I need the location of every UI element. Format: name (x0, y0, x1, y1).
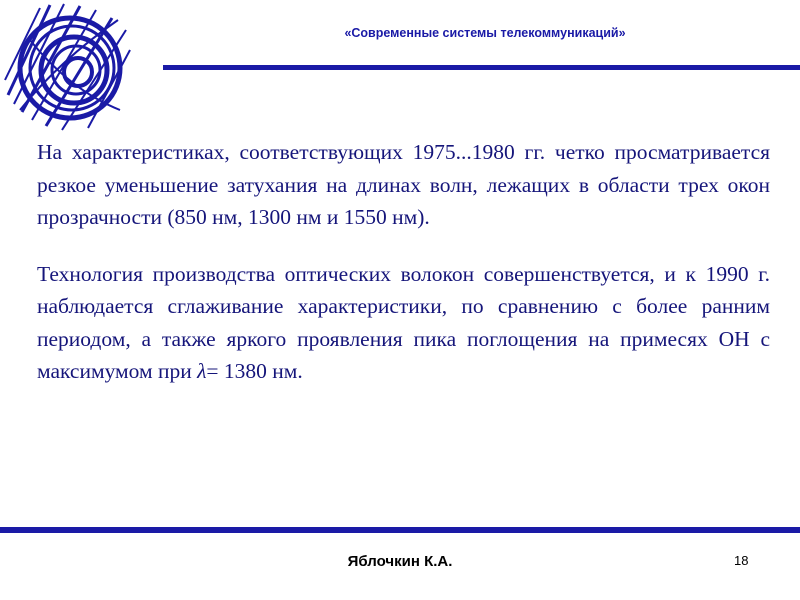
slide-content (37, 136, 770, 388)
paragraph-attenuation: На характеристиках, соответствующих 1975...1980 гг. четко просматривается резкое уменьшение затухания на длинах волн, лежащих в области трех окон прозрачности (850 нм, 1300 нм и 1550 нм). (37, 140, 770, 229)
author-name: Яблочкин К.А. (347, 553, 453, 570)
lambda-symbol: λ (197, 359, 207, 383)
page-number: 18 (734, 553, 749, 568)
header-divider (163, 65, 800, 70)
paragraph-technology-text: Технология производства оптических волокон совершенствуется, и к 1990 г. наблюдается сглаживание характеристики, по сравнению с более ранним периодом, а также яркого проявления пика поглощения на примесях OH с максимумом при (37, 261, 770, 383)
logo-swirl-icon (0, 0, 135, 135)
paragraph-technology (37, 258, 770, 388)
presentation-title: «Современные системы телекоммуникаций» (344, 26, 626, 40)
footer-divider (0, 527, 800, 533)
paragraph-technology-tail: = 1380 нм. (206, 359, 303, 383)
